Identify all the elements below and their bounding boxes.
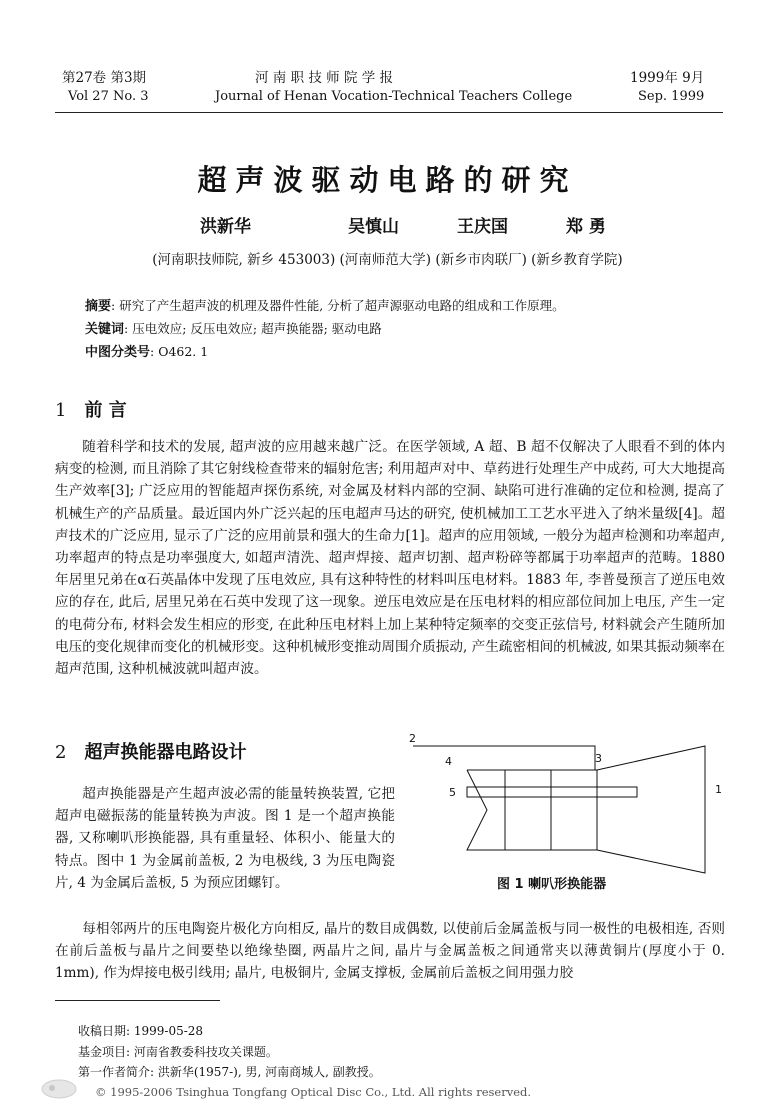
abstract-label: 摘要 bbox=[85, 299, 112, 314]
header-volume-cn: 第27卷 第3期 bbox=[62, 70, 147, 86]
footnote-rule bbox=[55, 1000, 220, 1001]
rear-cover-plate bbox=[467, 770, 505, 850]
header-volume-en: Vol 27 No. 3 bbox=[68, 89, 149, 104]
section-2-number: 2 bbox=[55, 742, 67, 763]
section-2-title: 超声换能器电路设计 bbox=[84, 742, 247, 763]
clc-label: 中图分类号 bbox=[85, 345, 151, 360]
section-2-paragraph-2: 每相邻两片的压电陶瓷片极化方向相反, 晶片的数目成偶数, 以使前后金属盖板与同一极性的电极相连, 否则在前后盖板与晶片之间要垫以绝缘垫圈, 两晶片之间, 晶片与金属盖板之间通常夹以薄黄铜片(厚度小于 0. 1mm), 作为焊接电极引线用; 晶片, 电极铜片, 金属支撑板, 金属前后盖板之间用强力胶 bbox=[55, 921, 725, 982]
section-1-title: 前 言 bbox=[84, 400, 127, 421]
abstract-text: : 研究了产生超声波的机理及器件性能, 分析了超声源驱动电路的组成和工作原理。 bbox=[111, 298, 565, 313]
author-3: 王庆国 bbox=[457, 217, 508, 237]
author-1: 洪新华 bbox=[200, 217, 251, 237]
paper-title: 超声波驱动电路的研究 bbox=[197, 163, 578, 197]
figure-label-3: 3 bbox=[595, 752, 602, 765]
section-2-body-left bbox=[55, 783, 395, 894]
front-cover-plate bbox=[597, 746, 705, 873]
section-2-paragraph-1: 超声换能器是产生超声波必需的能量转换装置, 它把超声电磁振荡的能量转换为声波。图 1 是一个超声换能器, 又称喇叭形换能器, 具有重量轻、体积小、能量大的特点。图中 1 为金属前盖板, 2 为电极线, 3 为压电陶瓷片, 4 为金属后盖板, 5 为预应团螺钉。 bbox=[55, 786, 395, 891]
section-2-heading bbox=[55, 738, 246, 764]
section-2-body-full bbox=[55, 918, 725, 985]
section-1-number: 1 bbox=[55, 400, 67, 421]
copyright-notice: © 1995-2006 Tsinghua Tongfang Optical Disc Co., Ltd. All rights reserved. bbox=[95, 1085, 532, 1099]
header-date-cn: 1999年 9月 bbox=[630, 70, 705, 86]
header-journal-en: Journal of Henan Vocation-Technical Teachers College bbox=[215, 89, 573, 104]
header-date-en: Sep. 1999 bbox=[638, 89, 705, 104]
header-rule bbox=[55, 112, 723, 113]
keywords-text: : 压电效应; 反压电效应; 超声换能器; 驱动电路 bbox=[124, 321, 382, 336]
figure-1-caption: 图 1 喇叭形换能器 bbox=[497, 877, 607, 892]
section-1-paragraph: 随着科学和技术的发展, 超声波的应用越来越广泛。在医学领域, A 超、B 超不仅解决了人眼看不到的体内病变的检测, 而且消除了其它射线检查带来的辐射危害; 利用超声对中、草药进行处理生产中成药, 可大大地提高生产效率[3]; 广泛应用的智能超声探伤系统, 对金属及材料内部的空洞、缺陷可进行准确的定位和检测, 提高了机械生产的产品质量。最近国内外广泛兴起的压电超声马达的研究, 使机械加工工艺水平进入了纳米量级[4]。超声技术的广泛应用, 显示了广泛的应用前景和强大的生命力[1]。超声的应用领域, 一般分为超声检测和功率超声, 功率超声的特点是功率强度大, 如超声清洗、超声焊接、超声切割、超声粉碎等都属于功率超声的范畴。1880 年居里兄弟在α石英晶体中发现了压电效应, 具有这种特性的材料叫压电材料。1883 年, 李普曼预言了逆压电效应的存在, 此后, 居里兄弟在石英中发现了这一现象。逆压电效应是在压电材料的相应部位间加上电压, 产生一定的电荷分布, 材料会发生相应的形变, 在此种压电材料上加上某种特定频率的交变正弦信号, 材料就会产生随所加电压的变化规律而变化的机械形变。这种机械形变推动周围介质振动, 产生疏密相间的机械波, 如果其振动频率在超声范围, 这种机械波就叫超声波。 bbox=[55, 439, 725, 678]
prestress-bolt bbox=[467, 787, 637, 797]
classification bbox=[85, 341, 725, 360]
section-1-heading bbox=[55, 396, 127, 422]
author-4: 郑 勇 bbox=[566, 217, 606, 237]
keywords-label: 关键词 bbox=[85, 322, 125, 337]
keywords bbox=[85, 318, 725, 337]
figure-label-2: 2 bbox=[409, 732, 416, 745]
header-journal-cn: 河 南 职 技 师 院 学 报 bbox=[255, 70, 394, 86]
section-1-body bbox=[55, 436, 725, 680]
footnote-received: 收稿日期: 1999-05-28 bbox=[78, 1024, 204, 1038]
figure-label-5: 5 bbox=[449, 786, 456, 799]
figure-label-4: 4 bbox=[445, 755, 452, 768]
figure-label-1: 1 bbox=[715, 783, 722, 796]
affiliations: (河南职技师院, 新乡 453003) (河南师范大学) (新乡市肉联厂) (新乡教育学院) bbox=[152, 252, 623, 268]
author-2: 吴慎山 bbox=[348, 217, 399, 237]
abstract bbox=[85, 295, 725, 314]
cnki-logo-icon bbox=[40, 1078, 78, 1100]
footnote-author: 第一作者简介: 洪新华(1957-), 男, 河南商城人, 副教授。 bbox=[78, 1065, 381, 1079]
electrode-wire bbox=[413, 746, 595, 770]
clc-text: : O462. 1 bbox=[150, 344, 209, 359]
footnote-fund: 基金项目: 河南省教委科技攻关课题。 bbox=[78, 1045, 278, 1059]
